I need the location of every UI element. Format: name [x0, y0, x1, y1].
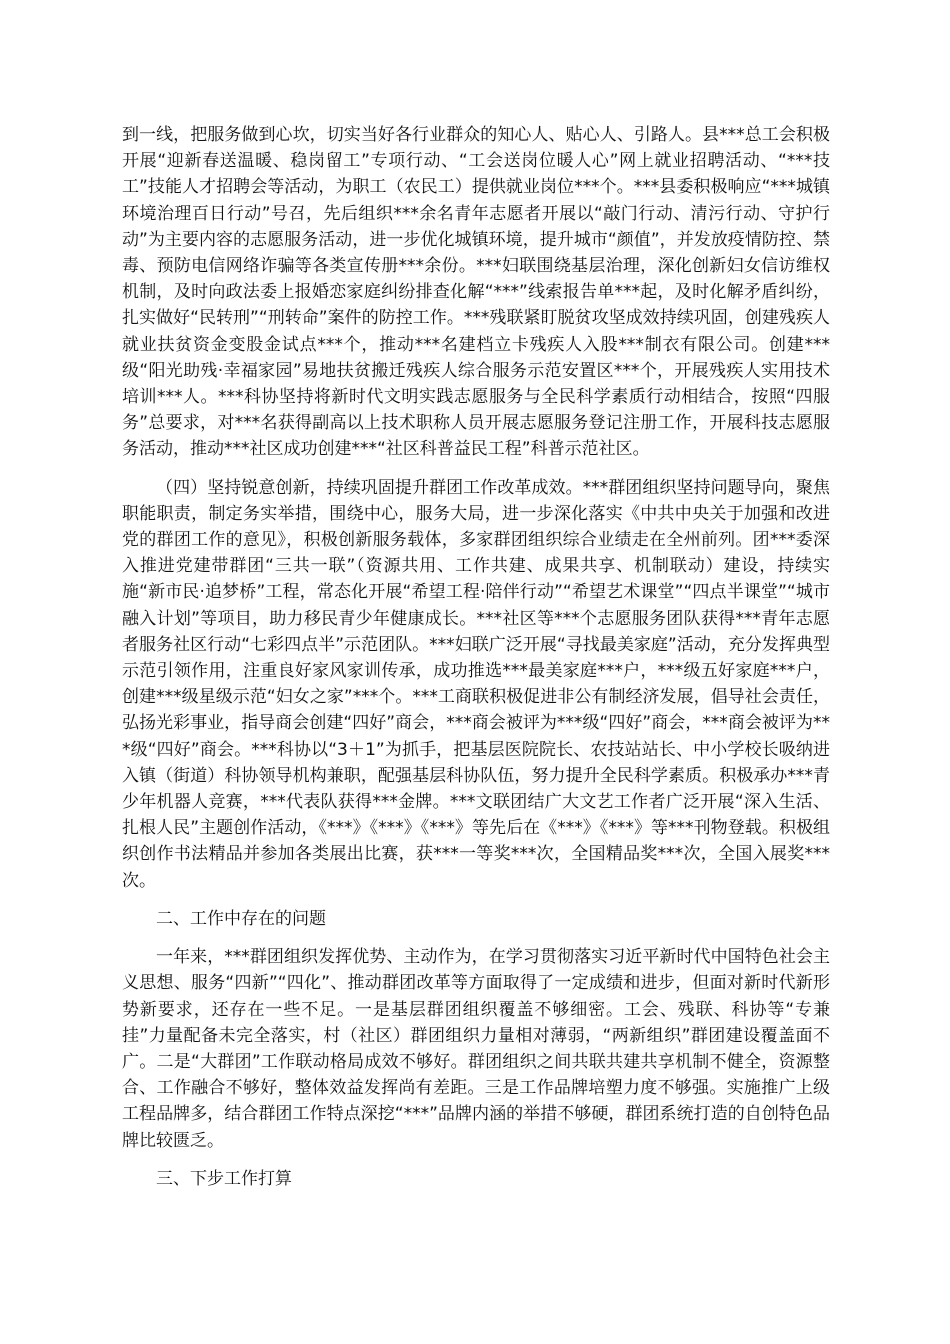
document-page — [122, 122, 830, 1204]
section-heading-problems: 二、工作中存在的问题 — [156, 908, 326, 929]
section-heading-next-steps: 三、下步工作打算 — [156, 1168, 292, 1189]
paragraph-service-work: 到一线，把服务做到心坎，切实当好各行业群众的知心人、贴心人、引路人。县***总工会积极开展“迎新春送温暖、稳岗留工”专项行动、“工会送岗位暖人心”网上就业招聘活动、“***技工”技能人才招聘会等活动，为职工（农民工）提供就业岗位***个。***县委积极响应“***城镇环境治理百日行动”号召，先后组织***余名青年志愿者开展以“敲门行动、清污行动、守护行动”为主要内容的志愿服务活动，进一步优化城镇环境，提升城市“颜值”，并发放疫情防控、禁毒、预防电信网络诈骗等各类宣传册***余份。***妇联围绕基层治理，深化创新妇女信访维权机制，及时向政法委上报婚恋家庭纠纷排查化解“***”线索报告单***起，及时化解矛盾纠纷，扎实做好“民转刑”“刑转命”案件的防控工作。***残联紧盯脱贫攻坚成效持续巩固，创建残疾人就业扶贫资金变股金试点***个，推动***名建档立卡残疾人入股***制衣有限公司。创建***级“阳光助残·幸福家园”易地扶贫搬迁残疾人综合服务示范安置区***个，开展残疾人实用技术培训***人。***科协坚持将新时代文明实践志愿服务与全民科学素质行动相结合，按照“四服务”总要求，对***名获得副高以上技术职称人员开展志愿服务登记注册工作，开展科技志愿服务活动，推动***社区成功创建***“社区科普益民工程”科普示范社区。 — [122, 125, 830, 460]
paragraph-problems: 一年来，***群团组织发挥优势、主动作为，在学习贯彻落实习近平新时代中国特色社会主义思想、服务“四新”“四化”、推动群团改革等方面取得了一定成绩和进步，但面对新时代新形势新要求，还存在一些不足。一是基层群团组织覆盖不够细密。工会、残联、科协等“专兼挂”力量配备未完全落实，村（社区）群团组织力量相对薄弱，“两新组织”群团建设覆盖面不广。二是“大群团”工作联动格局成效不够好。群团组织之间共联共建共享机制不健全，资源整合、工作融合不够好，整体效益发挥尚有差距。三是工作品牌培塑力度不够强。实施推广上级工程品牌多，结合群团工作特点深挖“***”品牌内涵的举措不够硬，群团系统打造的自创特色品牌比较匮乏。 — [122, 947, 830, 1151]
paragraph-innovation-reform: （四）坚持锐意创新，持续巩固提升群团工作改革成效。***群团组织坚持问题导向，聚焦职能职责，制定务实举措，围绕中心，服务大局，进一步深化落实《中共中央关于加强和改进党的群团工作的意见》，积极创新服务载体，多家群团组织综合业绩走在全州前列。团***委深入推进党建带群团“三共一联”（资源共用、工作共建、成果共享、机制联动）建设，持续实施“新市民·追梦桥”工程，常态化开展“希望工程·陪伴行动”“希望艺术课堂”“四点半课堂”“城市融入计划”等项目，助力移民青少年健康成长。***社区等***个志愿服务团队获得***青年志愿者服务社区行动“七彩四点半”示范团队。***妇联广泛开展“寻找最美家庭”活动，充分发挥典型示范引领作用，注重良好家风家训传承，成功推选***最美家庭***户，***级五好家庭***户，创建***级星级示范“妇女之家”***个。***工商联积极促进非公有制经济发展，倡导社会责任，弘扬光彩事业，指导商会创建“四好”商会，***商会被评为***级“四好”商会，***商会被评为***级“四好”商会。***科协以“3＋1”为抓手，把基层医院院长、农技站站长、中小学校长吸纳进入镇（街道）科协领导机构兼职，配强基层科协队伍，努力提升全民科学素质。积极承办***青少年机器人竞赛，***代表队获得***金牌。***文联团结广大文艺工作者广泛开展“深入生活、扎根人民”主题创作活动，《***》《***》《***》等先后在《***》《***》等***刊物登载。积极组织创作书法精品并参加各类展出比赛，获***一等奖***次，全国精品奖***次，全国入展奖***次。 — [122, 477, 830, 891]
